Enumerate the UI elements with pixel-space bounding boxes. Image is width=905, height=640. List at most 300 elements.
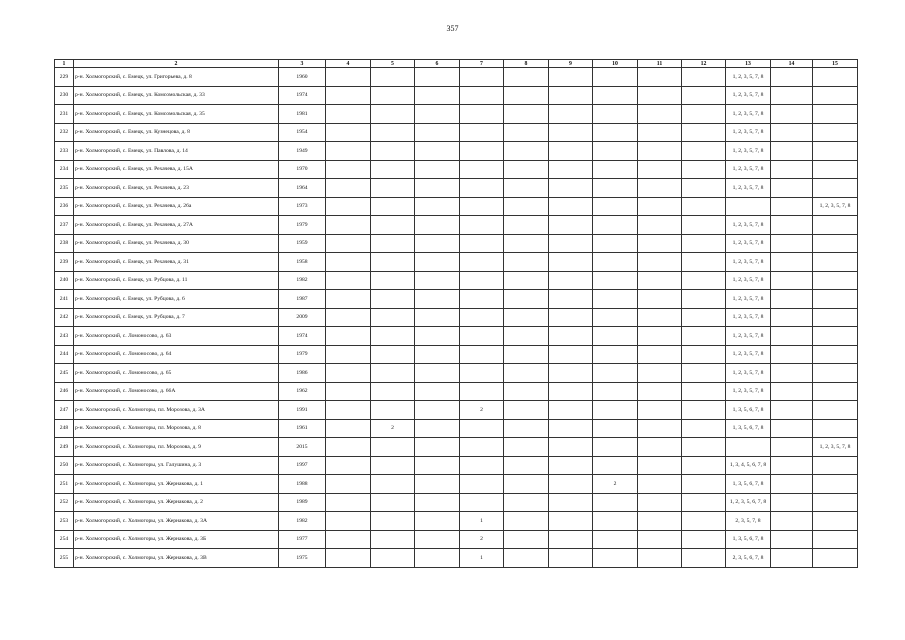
table-cell <box>771 216 813 235</box>
table-row <box>55 549 858 568</box>
table-cell <box>682 419 726 438</box>
table-cell <box>504 438 549 457</box>
table-cell <box>326 105 371 124</box>
table-cell <box>638 290 682 309</box>
table-cell: 244 <box>55 345 74 364</box>
table-cell <box>504 123 549 142</box>
table-cell: 229 <box>55 68 74 87</box>
table-cell: 237 <box>55 216 74 235</box>
table-cell <box>326 179 371 198</box>
table-cell <box>371 197 415 216</box>
table-cell <box>460 179 504 198</box>
table-cell: 241 <box>55 290 74 309</box>
table-cell: 1974 <box>279 327 326 346</box>
table-cell <box>415 271 460 290</box>
table-cell <box>415 216 460 235</box>
table-row <box>55 197 858 216</box>
table-cell <box>593 271 638 290</box>
table-cell: 1, 2, 3, 5, 7, 8 <box>726 290 771 309</box>
table-cell <box>415 234 460 253</box>
table-cell <box>415 197 460 216</box>
table-cell <box>771 493 813 512</box>
table-cell <box>638 345 682 364</box>
table-cell <box>638 160 682 179</box>
column-header: 8 <box>504 60 549 68</box>
table-cell <box>326 493 371 512</box>
table-cell: 1979 <box>279 216 326 235</box>
table-cell <box>415 68 460 87</box>
column-header: 11 <box>638 60 682 68</box>
table-cell <box>813 364 858 383</box>
table-cell <box>415 549 460 568</box>
table-row <box>55 327 858 346</box>
table-row <box>55 364 858 383</box>
table-cell <box>549 475 593 494</box>
table-row <box>55 86 858 105</box>
table-cell <box>371 401 415 420</box>
table-cell: р-н. Холмогорский, с. Емецк, ул. Рехачева, д. 30 <box>74 234 279 253</box>
table-cell: 255 <box>55 549 74 568</box>
table-cell <box>326 216 371 235</box>
table-cell <box>371 382 415 401</box>
column-header: 9 <box>549 60 593 68</box>
table-cell <box>415 512 460 531</box>
table-cell <box>682 234 726 253</box>
table-cell <box>371 68 415 87</box>
table-cell: 232 <box>55 123 74 142</box>
table-cell: 1, 2, 3, 5, 7, 8 <box>726 160 771 179</box>
table-cell: 242 <box>55 308 74 327</box>
table-cell <box>813 475 858 494</box>
table-cell <box>813 86 858 105</box>
table-cell: 247 <box>55 401 74 420</box>
table-cell <box>504 456 549 475</box>
table-cell: р-н. Холмогорский, с. Холмогоры, ул. Жернакова, д. 2 <box>74 493 279 512</box>
table-cell <box>504 105 549 124</box>
table-row <box>55 456 858 475</box>
table-cell: р-н. Холмогорский, с. Емецк, ул. Рубцова, д. 7 <box>74 308 279 327</box>
table-cell <box>638 456 682 475</box>
table-cell <box>326 512 371 531</box>
table-cell <box>813 142 858 161</box>
table-cell: 2 <box>371 419 415 438</box>
table-row <box>55 234 858 253</box>
table-cell: 1, 2, 3, 5, 6, 7, 8 <box>726 493 771 512</box>
table-cell <box>771 271 813 290</box>
table-cell <box>682 382 726 401</box>
table-cell: 248 <box>55 419 74 438</box>
table-cell <box>549 142 593 161</box>
table-cell <box>593 419 638 438</box>
table-cell <box>771 86 813 105</box>
table-cell <box>813 549 858 568</box>
table-cell <box>460 364 504 383</box>
table-cell <box>415 401 460 420</box>
table-cell <box>549 253 593 272</box>
table-cell <box>415 179 460 198</box>
table-cell <box>771 253 813 272</box>
table-cell <box>326 308 371 327</box>
table-row <box>55 345 858 364</box>
table-cell <box>638 105 682 124</box>
table-row <box>55 123 858 142</box>
table-cell <box>549 419 593 438</box>
table-cell <box>813 327 858 346</box>
table-cell: 234 <box>55 160 74 179</box>
table-cell <box>326 364 371 383</box>
table-cell <box>504 549 549 568</box>
table-cell <box>504 475 549 494</box>
table-cell <box>460 105 504 124</box>
table-cell: 1981 <box>279 105 326 124</box>
table-cell: 1, 2, 3, 5, 7, 8 <box>726 179 771 198</box>
table-cell <box>549 308 593 327</box>
table-cell: 2015 <box>279 438 326 457</box>
table-cell <box>593 512 638 531</box>
table-cell <box>371 123 415 142</box>
table-cell <box>771 438 813 457</box>
table-cell: 1949 <box>279 142 326 161</box>
table-cell <box>415 327 460 346</box>
table-row <box>55 290 858 309</box>
column-header: 13 <box>726 60 771 68</box>
table-cell <box>460 438 504 457</box>
table-cell: 1, 2, 3, 5, 7, 8 <box>726 364 771 383</box>
table-cell <box>371 234 415 253</box>
table-cell: 1, 3, 5, 6, 7, 8 <box>726 475 771 494</box>
table-cell <box>371 253 415 272</box>
table-cell: 1958 <box>279 253 326 272</box>
table-cell <box>504 345 549 364</box>
table-cell <box>638 549 682 568</box>
table-cell <box>638 216 682 235</box>
table-cell <box>326 327 371 346</box>
column-header: 15 <box>813 60 858 68</box>
table-cell <box>813 68 858 87</box>
table-cell <box>638 68 682 87</box>
table-cell: 1 <box>460 512 504 531</box>
table-cell <box>371 86 415 105</box>
page-number: 357 <box>446 24 459 33</box>
table-cell <box>771 179 813 198</box>
table-cell <box>326 382 371 401</box>
table-cell: 1, 2, 3, 5, 7, 8 <box>813 438 858 457</box>
table-cell <box>460 419 504 438</box>
table-cell <box>593 68 638 87</box>
table-cell <box>593 253 638 272</box>
table-cell <box>504 160 549 179</box>
table-cell <box>813 216 858 235</box>
table-cell <box>682 271 726 290</box>
table-cell: 1, 3, 4, 5, 6, 7, 8 <box>726 456 771 475</box>
table-cell <box>682 123 726 142</box>
table-cell <box>813 105 858 124</box>
table-row <box>55 419 858 438</box>
table-cell: 233 <box>55 142 74 161</box>
table-cell <box>549 68 593 87</box>
table-cell <box>460 142 504 161</box>
table-cell <box>682 401 726 420</box>
column-header: 7 <box>460 60 504 68</box>
table-cell <box>813 253 858 272</box>
table-cell: р-н. Холмогорский, с. Емецк, ул. Рубцова, д. 11 <box>74 271 279 290</box>
table-cell <box>593 549 638 568</box>
table-cell <box>813 345 858 364</box>
table-cell <box>638 419 682 438</box>
table-cell <box>682 290 726 309</box>
table-cell: р-н. Холмогорский, с. Ломоносово, д. 66А <box>74 382 279 401</box>
table-cell <box>638 475 682 494</box>
column-header: 1 <box>55 60 74 68</box>
table-cell <box>371 438 415 457</box>
table-cell: 249 <box>55 438 74 457</box>
table-cell <box>682 68 726 87</box>
table-cell: 1, 2, 3, 5, 7, 8 <box>726 234 771 253</box>
table-cell <box>771 364 813 383</box>
table-cell <box>326 142 371 161</box>
table-cell <box>771 382 813 401</box>
table-cell: 1997 <box>279 456 326 475</box>
table-cell <box>460 271 504 290</box>
table-cell: 235 <box>55 179 74 198</box>
table-cell <box>682 345 726 364</box>
table-cell <box>682 530 726 549</box>
table-cell <box>504 364 549 383</box>
table-cell <box>682 160 726 179</box>
table-cell <box>371 327 415 346</box>
table-cell <box>638 512 682 531</box>
table-cell <box>504 382 549 401</box>
table-cell <box>593 530 638 549</box>
table-cell: 1961 <box>279 419 326 438</box>
table-cell <box>504 86 549 105</box>
table-cell <box>371 530 415 549</box>
table-cell <box>682 105 726 124</box>
table-cell <box>371 475 415 494</box>
table-cell <box>326 160 371 179</box>
table-cell <box>682 197 726 216</box>
table-cell <box>549 216 593 235</box>
table-cell <box>460 308 504 327</box>
table-cell <box>504 234 549 253</box>
table-cell <box>504 308 549 327</box>
table-cell: 253 <box>55 512 74 531</box>
table-cell <box>638 197 682 216</box>
table-row <box>55 271 858 290</box>
table-cell <box>638 493 682 512</box>
table-row <box>55 308 858 327</box>
table-cell <box>415 86 460 105</box>
table-cell: 1, 2, 3, 5, 7, 8 <box>813 197 858 216</box>
table-cell <box>638 142 682 161</box>
table-cell <box>371 493 415 512</box>
table-cell <box>813 123 858 142</box>
table-cell <box>549 271 593 290</box>
table-cell: р-н. Холмогорский, с. Холмогоры, ул. Жернакова, д. 1 <box>74 475 279 494</box>
table-cell <box>326 197 371 216</box>
table-cell <box>371 456 415 475</box>
table-cell: 1987 <box>279 290 326 309</box>
table-cell <box>813 290 858 309</box>
table-cell <box>771 142 813 161</box>
table-cell: р-н. Холмогорский, с. Холмогоры, пл. Морозова, д. 8 <box>74 419 279 438</box>
table-row <box>55 179 858 198</box>
table-cell: 2009 <box>279 308 326 327</box>
table-cell <box>326 86 371 105</box>
table-cell <box>326 530 371 549</box>
table-cell: 1964 <box>279 179 326 198</box>
table-cell <box>682 327 726 346</box>
table-cell: 236 <box>55 197 74 216</box>
table-cell <box>638 382 682 401</box>
table-row <box>55 530 858 549</box>
column-header: 6 <box>415 60 460 68</box>
table-cell: 245 <box>55 364 74 383</box>
table-cell: 2 <box>593 475 638 494</box>
table-cell <box>460 123 504 142</box>
table-cell <box>682 475 726 494</box>
table-cell <box>549 290 593 309</box>
table-cell: р-н. Холмогорский, с. Ломоносово, д. 65 <box>74 364 279 383</box>
table-cell <box>326 253 371 272</box>
table-cell <box>326 456 371 475</box>
table-cell <box>415 123 460 142</box>
table-cell <box>460 234 504 253</box>
table-cell: р-н. Холмогорский, с. Емецк, ул. Комсомольская, д. 33 <box>74 86 279 105</box>
table-cell <box>593 456 638 475</box>
table-cell: 1, 3, 5, 6, 7, 8 <box>726 419 771 438</box>
table-row <box>55 142 858 161</box>
table-cell <box>593 179 638 198</box>
table-cell <box>771 123 813 142</box>
table-cell <box>504 327 549 346</box>
table-cell <box>593 308 638 327</box>
table-cell: р-н. Холмогорский, с. Емецк, ул. Комсомольская, д. 35 <box>74 105 279 124</box>
table-cell <box>460 290 504 309</box>
table-cell <box>771 105 813 124</box>
table-cell <box>326 345 371 364</box>
table-cell <box>682 364 726 383</box>
table-cell <box>549 456 593 475</box>
table-cell <box>415 475 460 494</box>
table-cell <box>504 197 549 216</box>
table-cell <box>726 197 771 216</box>
table-cell: 1, 2, 3, 5, 7, 8 <box>726 271 771 290</box>
table-cell <box>415 142 460 161</box>
table-cell <box>813 401 858 420</box>
table-cell <box>415 308 460 327</box>
table-cell: 1, 2, 3, 5, 7, 8 <box>726 105 771 124</box>
table-cell <box>593 438 638 457</box>
table-cell <box>504 253 549 272</box>
table-cell <box>371 308 415 327</box>
table-cell <box>504 512 549 531</box>
column-header: 14 <box>771 60 813 68</box>
table-cell: 1 <box>460 549 504 568</box>
table-cell <box>549 493 593 512</box>
table-cell <box>371 216 415 235</box>
table-cell: 1979 <box>279 345 326 364</box>
table-row <box>55 216 858 235</box>
table-cell <box>371 512 415 531</box>
table-cell: 231 <box>55 105 74 124</box>
table-cell <box>771 456 813 475</box>
table-cell <box>638 123 682 142</box>
table-cell: 1, 2, 3, 5, 7, 8 <box>726 308 771 327</box>
table-cell <box>813 456 858 475</box>
table-cell <box>813 382 858 401</box>
table-cell <box>771 549 813 568</box>
table-row <box>55 475 858 494</box>
table-cell <box>504 216 549 235</box>
table-cell: 1960 <box>279 68 326 87</box>
table-cell <box>771 197 813 216</box>
table-cell <box>593 401 638 420</box>
table-cell: р-н. Холмогорский, с. Емецк, ул. Рехачева, д. 31 <box>74 253 279 272</box>
table-cell <box>682 456 726 475</box>
table-cell: р-н. Холмогорский, с. Холмогоры, ул. Жернакова, д. 3Б <box>74 530 279 549</box>
table-cell <box>771 234 813 253</box>
table-cell: 2, 3, 5, 6, 7, 8 <box>726 549 771 568</box>
table-cell <box>415 493 460 512</box>
table-cell <box>682 308 726 327</box>
table-cell <box>682 493 726 512</box>
table-cell <box>371 160 415 179</box>
table-cell <box>371 105 415 124</box>
table-cell: 1986 <box>279 364 326 383</box>
table-cell <box>726 438 771 457</box>
table-cell <box>771 160 813 179</box>
column-header: 4 <box>326 60 371 68</box>
table-cell <box>415 160 460 179</box>
table-row <box>55 512 858 531</box>
table-cell <box>415 364 460 383</box>
table-cell: р-н. Холмогорский, с. Емецк, ул. Рехачева, д. 23 <box>74 179 279 198</box>
table-cell <box>593 160 638 179</box>
column-header: 2 <box>74 60 279 68</box>
table-cell <box>549 512 593 531</box>
table-cell: 2 <box>460 401 504 420</box>
table-cell: 1, 3, 5, 6, 7, 8 <box>726 401 771 420</box>
table-cell: р-н. Холмогорский, с. Холмогоры, пл. Морозова, д. 3А <box>74 401 279 420</box>
table-cell: 1974 <box>279 86 326 105</box>
table-row <box>55 438 858 457</box>
table-cell: 251 <box>55 475 74 494</box>
header-row <box>55 60 858 68</box>
table-cell: 1, 2, 3, 5, 7, 8 <box>726 216 771 235</box>
table-cell <box>371 364 415 383</box>
table-cell: 239 <box>55 253 74 272</box>
table-cell <box>326 401 371 420</box>
table-cell: 1982 <box>279 512 326 531</box>
table-cell: 2 <box>460 530 504 549</box>
table-cell: 1, 2, 3, 5, 7, 8 <box>726 123 771 142</box>
table-cell <box>504 68 549 87</box>
table-cell <box>371 271 415 290</box>
table-cell <box>593 364 638 383</box>
table-cell <box>593 234 638 253</box>
table-cell <box>504 419 549 438</box>
table-cell <box>371 345 415 364</box>
table-cell: р-н. Холмогорский, с. Холмогоры, пл. Морозова, д. 9 <box>74 438 279 457</box>
table-cell <box>771 290 813 309</box>
table-cell <box>326 475 371 494</box>
table-cell <box>549 382 593 401</box>
table-cell <box>460 216 504 235</box>
table-cell <box>504 290 549 309</box>
table-cell <box>771 68 813 87</box>
table-cell <box>326 419 371 438</box>
